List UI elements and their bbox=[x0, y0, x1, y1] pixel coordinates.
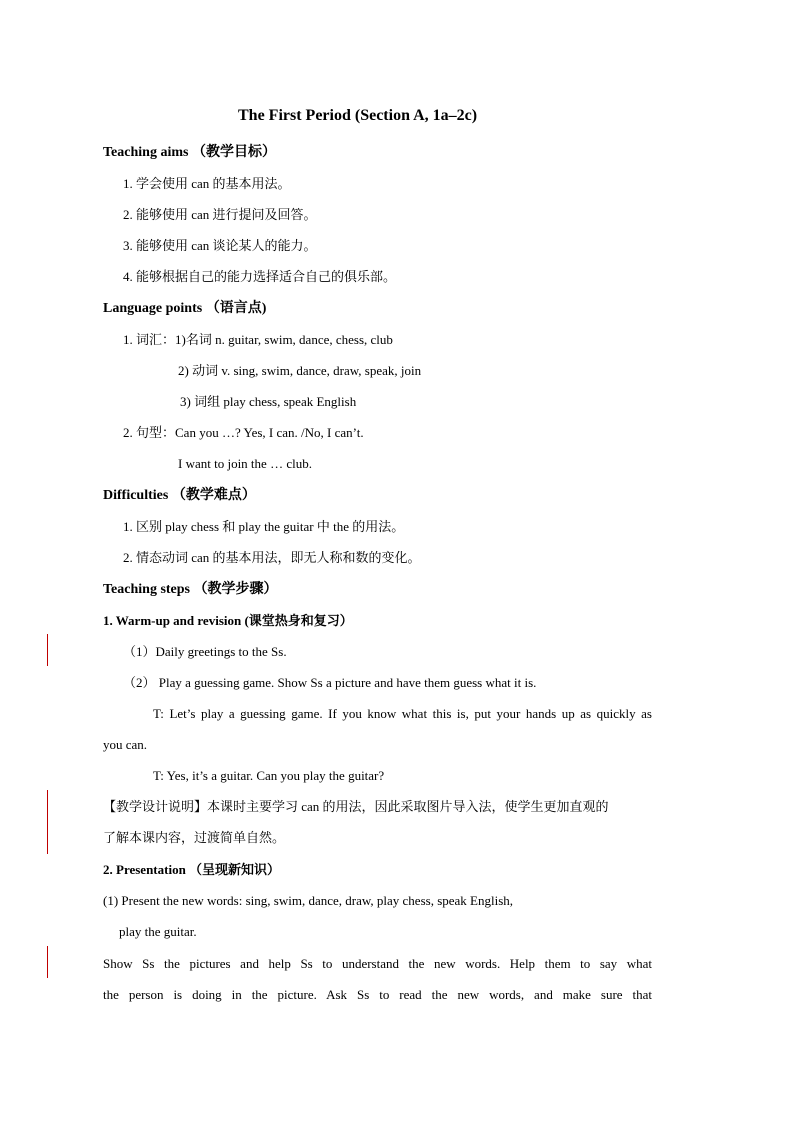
warmup-heading: 1. Warm-up and revision (课堂热身和复习） bbox=[103, 613, 353, 628]
page-title: The First Period (Section A, 1a–2c) bbox=[238, 107, 478, 124]
design-note: 了解本课内容，过渡简单自然。 bbox=[103, 830, 286, 845]
warmup-step: （1）Daily greetings to the Ss. bbox=[123, 644, 287, 659]
presentation-line: play the guitar. bbox=[119, 924, 197, 939]
difficulty-item: 1. 区别 play chess 和 play the guitar 中 the 的用法。 bbox=[123, 519, 405, 534]
design-note: 【教学设计说明】本课时主要学习 can 的用法，因此采取图片导入法，使学生更加直观的 bbox=[103, 799, 609, 814]
presentation-line: the person is doing in the picture. Ask Ss to read the new words, and make sure that bbox=[103, 987, 652, 1002]
revision-mark bbox=[47, 634, 48, 666]
presentation-line: (1) Present the new words: sing, swim, dance, draw, play chess, speak English, bbox=[103, 893, 514, 908]
sentence-pattern-line: 2. 句型：Can you …? Yes, I can. /No, I can’t. bbox=[123, 425, 364, 440]
vocab-line: 1. 词汇：1)名词 n. guitar, swim, dance, chess, club bbox=[123, 332, 393, 347]
teacher-line: T: Yes, it’s a guitar. Can you play the guitar? bbox=[153, 768, 385, 783]
difficulty-item: 2. 情态动词 can 的基本用法，即无人称和数的变化。 bbox=[123, 550, 421, 565]
teacher-line: T: Let’s play a guessing game. If you know what this is, put your hands up as quickly as bbox=[153, 706, 652, 721]
language-points-heading: Language points （语言点) bbox=[103, 301, 267, 316]
vocab-line: 2) 动词 v. sing, swim, dance, draw, speak, join bbox=[178, 363, 422, 378]
aim-item: 4. 能够根据自己的能力选择适合自己的俱乐部。 bbox=[123, 269, 397, 284]
presentation-line: Show Ss the pictures and help Ss to understand the new words. Help them to say what bbox=[103, 956, 652, 971]
teaching-steps-heading: Teaching steps （教学步骤） bbox=[103, 582, 278, 597]
vocab-line: 3) 词组 play chess, speak English bbox=[180, 394, 357, 409]
revision-mark bbox=[47, 790, 48, 854]
difficulties-heading: Difficulties （教学难点） bbox=[103, 488, 256, 503]
sentence-pattern-line: I want to join the … club. bbox=[178, 456, 312, 471]
aim-item: 1. 学会使用 can 的基本用法。 bbox=[123, 176, 291, 191]
presentation-heading: 2. Presentation （呈现新知识） bbox=[103, 862, 281, 877]
teaching-aims-heading: Teaching aims （教学目标） bbox=[103, 145, 276, 160]
teacher-line-continued: you can. bbox=[103, 737, 148, 752]
warmup-step: （2） Play a guessing game. Show Ss a picture and have them guess what it is. bbox=[123, 675, 537, 690]
aim-item: 3. 能够使用 can 谈论某人的能力。 bbox=[123, 238, 317, 253]
revision-mark bbox=[47, 946, 48, 978]
aim-item: 2. 能够使用 can 进行提问及回答。 bbox=[123, 207, 317, 222]
